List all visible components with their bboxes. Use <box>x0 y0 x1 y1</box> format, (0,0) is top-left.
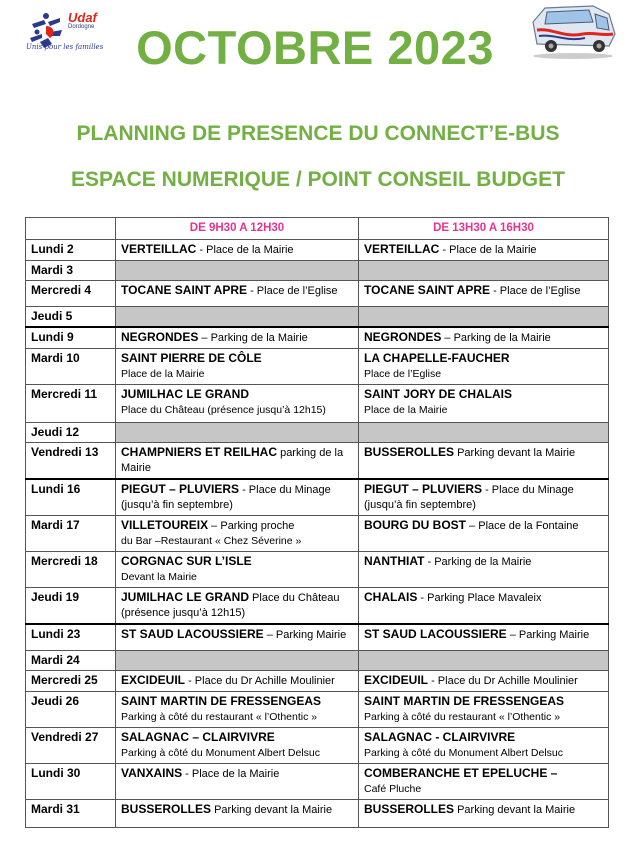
day-cell: Mardi 3 <box>26 261 116 281</box>
afternoon-cell <box>359 479 609 516</box>
afternoon-cell <box>359 763 609 799</box>
commune-name: SALAGNAC – CLAIRVIVRE <box>121 729 275 744</box>
commune-name: SAINT JORY DE CHALAIS <box>364 387 513 401</box>
table-row <box>26 327 609 349</box>
commune-name: BUSSEROLLES <box>121 801 212 816</box>
commune-name: PIEGUT – PLUVIERS <box>364 482 483 496</box>
morning-cell <box>116 588 359 625</box>
day-cell: Jeudi 5 <box>26 307 116 328</box>
morning-cell <box>116 443 359 480</box>
day-cell: Jeudi 19 <box>26 588 116 625</box>
location-detail-line2: Parking à côté du Monument Albert Delsuc <box>121 746 321 759</box>
afternoon-cell <box>359 240 609 261</box>
morning-cell <box>116 385 359 423</box>
afternoon-cell <box>359 650 609 670</box>
day-cell: Lundi 2 <box>26 240 116 261</box>
commune-name: CHAMPNIERS ET REILHAC <box>121 445 278 459</box>
day-cell: Lundi 30 <box>26 763 116 799</box>
afternoon-cell <box>359 799 609 827</box>
location-detail: – Parking Mairie <box>506 629 590 641</box>
afternoon-cell <box>359 281 609 307</box>
day-cell: Mercredi 4 <box>26 281 116 307</box>
table-row <box>26 799 609 827</box>
table-row <box>26 516 609 552</box>
header-day <box>26 218 116 240</box>
location-detail: – Place de la Fontaine <box>466 520 579 532</box>
day-cell: Lundi 16 <box>26 479 116 516</box>
day-cell: Mardi 24 <box>26 650 116 670</box>
table-header-row <box>26 218 609 240</box>
commune-name: SALAGNAC - CLAIRVIVRE <box>364 729 516 744</box>
afternoon-cell <box>359 423 609 443</box>
location-detail: – Parking de la Mairie <box>198 332 308 344</box>
commune-name: SAINT MARTIN DE FRESSENGEAS <box>364 693 565 708</box>
afternoon-cell <box>359 552 609 588</box>
day-cell: Mercredi 11 <box>26 385 116 423</box>
morning-cell <box>116 516 359 552</box>
day-cell: Mardi 31 <box>26 799 116 827</box>
afternoon-cell <box>359 624 609 650</box>
afternoon-cell <box>359 327 609 349</box>
morning-cell <box>116 727 359 763</box>
location-detail: - Place de la Mairie <box>439 244 537 256</box>
commune-name: NEGRONDES <box>364 330 442 344</box>
connect-e-bus-icon <box>523 0 623 60</box>
commune-name: VANXAINS <box>121 765 183 780</box>
commune-name: ST SAUD LACOUSSIERE <box>364 627 507 641</box>
location-detail-line2: Place de la Mairie <box>364 404 448 416</box>
logo-sub: Dordogne <box>68 24 95 30</box>
table-row <box>26 261 609 281</box>
commune-name: TOCANE SAINT APRE <box>364 283 491 297</box>
commune-name: TOCANE SAINT APRE <box>121 283 248 297</box>
morning-cell <box>116 349 359 385</box>
commune-name: ST SAUD LACOUSSIERE <box>121 627 264 641</box>
day-cell: Vendredi 13 <box>26 443 116 480</box>
table-row <box>26 240 609 261</box>
logo-tagline: Unis pour les familles <box>26 43 104 51</box>
subtitle-planning: PLANNING DE PRESENCE DU CONNECT’E-BUS <box>76 122 560 145</box>
table-row <box>26 691 609 727</box>
morning-cell <box>116 327 359 349</box>
morning-cell <box>116 281 359 307</box>
location-detail-line2: Place de la Mairie <box>121 368 205 380</box>
location-detail-line2: du Bar –Restaurant « Chez Séverine » <box>121 535 302 547</box>
commune-name: SAINT PIERRE DE CÔLE <box>121 351 262 365</box>
afternoon-cell <box>359 443 609 480</box>
location-detail: Place du Château (présence jusqu’à 12h15) <box>121 592 340 619</box>
day-cell: Jeudi 26 <box>26 691 116 727</box>
afternoon-cell <box>359 588 609 625</box>
schedule-table <box>25 217 609 828</box>
table-row <box>26 479 609 516</box>
day-cell: Mercredi 25 <box>26 670 116 691</box>
page-title: OCTOBRE 2023 <box>136 21 494 74</box>
day-cell: Lundi 9 <box>26 327 116 349</box>
header-morning: DE 9H30 A 12H30 <box>116 218 359 240</box>
commune-name: BUSSEROLLES <box>364 801 455 816</box>
location-detail: - Parking de la Mairie <box>424 556 532 568</box>
day-cell: Lundi 23 <box>26 624 116 650</box>
table-row <box>26 281 609 307</box>
afternoon-cell <box>359 385 609 423</box>
commune-name: COMBERANCHE ET EPELUCHE – <box>364 765 558 780</box>
commune-name: VERTEILLAC <box>121 242 197 256</box>
table-row <box>26 624 609 650</box>
location-detail-line2: Place de l’Eglise <box>364 368 442 380</box>
location-detail-line2: Parking à côté du restaurant « l’Othentic » <box>121 710 318 723</box>
afternoon-cell <box>359 261 609 281</box>
afternoon-cell <box>359 307 609 328</box>
commune-name: LA CHAPELLE-FAUCHER <box>364 351 510 365</box>
commune-name: VILLETOUREIX <box>121 518 209 532</box>
commune-name: EXCIDEUIL <box>364 672 429 687</box>
table-row <box>26 727 609 763</box>
location-detail: Parking devant la Mairie <box>454 447 576 459</box>
commune-name: VERTEILLAC <box>364 242 440 256</box>
morning-cell <box>116 307 359 328</box>
morning-cell <box>116 799 359 827</box>
morning-cell <box>116 423 359 443</box>
commune-name: CHALAIS <box>364 590 418 604</box>
header-afternoon: DE 13H30 A 16H30 <box>359 218 609 240</box>
commune-name: BOURG DU BOST <box>364 518 466 532</box>
commune-name: SAINT MARTIN DE FRESSENGEAS <box>121 693 322 708</box>
location-detail: - Place du Minage (jusqu’à fin septembre) <box>121 484 331 511</box>
location-detail: - Place du Dr Achille Moulinier <box>185 674 335 687</box>
location-detail-line2: Devant la Mairie <box>121 571 197 583</box>
day-cell: Mardi 17 <box>26 516 116 552</box>
location-detail: - Place de l’Eglise <box>490 285 581 297</box>
location-detail: - Place du Dr Achille Moulinier <box>428 674 578 687</box>
commune-name: NEGRONDES <box>121 330 199 344</box>
morning-cell <box>116 624 359 650</box>
location-detail: parking de la Mairie <box>121 447 344 474</box>
table-row <box>26 650 609 670</box>
commune-name: JUMILHAC LE GRAND <box>121 387 249 401</box>
table-row <box>26 588 609 625</box>
commune-name: CORGNAC SUR L’ISLE <box>121 554 252 568</box>
day-cell: Mardi 10 <box>26 349 116 385</box>
morning-cell <box>116 763 359 799</box>
morning-cell <box>116 552 359 588</box>
morning-cell <box>116 650 359 670</box>
day-cell: Jeudi 12 <box>26 423 116 443</box>
table-row <box>26 349 609 385</box>
table-row <box>26 670 609 691</box>
location-detail-line2: Parking à côté du Monument Albert Delsuc <box>364 746 564 759</box>
commune-name: JUMILHAC LE GRAND <box>121 590 249 604</box>
table-row <box>26 763 609 799</box>
afternoon-cell <box>359 516 609 552</box>
table-row <box>26 307 609 328</box>
morning-cell <box>116 261 359 281</box>
afternoon-cell <box>359 691 609 727</box>
location-detail: – Parking Mairie <box>263 629 347 641</box>
subtitle-espace: ESPACE NUMERIQUE / POINT CONSEIL BUDGET <box>71 168 565 191</box>
location-detail-line2: Café Pluche <box>364 782 422 795</box>
commune-name: PIEGUT – PLUVIERS <box>121 482 240 496</box>
table-row <box>26 385 609 423</box>
logo-brand: Udaf <box>68 10 97 25</box>
location-detail: Parking devant la Mairie <box>211 803 333 816</box>
day-cell: Mercredi 18 <box>26 552 116 588</box>
morning-cell <box>116 670 359 691</box>
morning-cell <box>116 240 359 261</box>
location-detail: - Place du Minage (jusqu’à fin septembre) <box>364 484 574 511</box>
location-detail: – Parking de la Mairie <box>441 332 551 344</box>
afternoon-cell <box>359 670 609 691</box>
table-row <box>26 552 609 588</box>
location-detail: – Parking proche <box>208 520 295 532</box>
location-detail: - Parking Place Mavaleix <box>417 592 542 604</box>
location-detail: Parking devant la Mairie <box>454 803 576 816</box>
location-detail: - Place de la Mairie <box>182 767 280 780</box>
morning-cell <box>116 691 359 727</box>
commune-name: BUSSEROLLES <box>364 445 455 459</box>
afternoon-cell <box>359 727 609 763</box>
day-cell: Vendredi 27 <box>26 727 116 763</box>
location-detail-line2: Place du Château (présence jusqu’à 12h15) <box>121 404 326 416</box>
location-detail: - Place de l’Eglise <box>247 285 338 297</box>
morning-cell <box>116 479 359 516</box>
location-detail: - Place de la Mairie <box>196 244 294 256</box>
table-row <box>26 423 609 443</box>
table-row <box>26 443 609 480</box>
location-detail-line2: Parking à côté du restaurant « l’Othentic » <box>364 710 561 723</box>
afternoon-cell <box>359 349 609 385</box>
commune-name: EXCIDEUIL <box>121 672 186 687</box>
commune-name: NANTHIAT <box>364 554 425 568</box>
